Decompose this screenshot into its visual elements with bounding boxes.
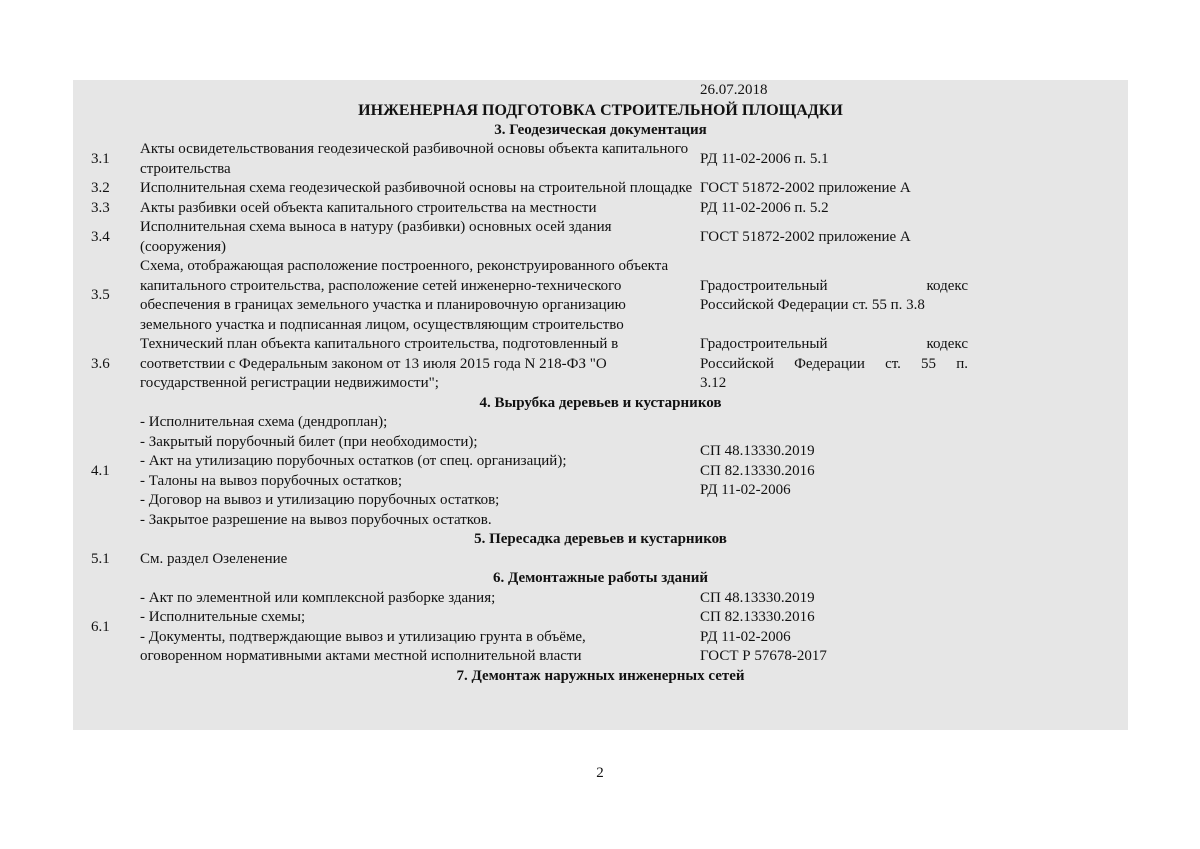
- list-item: оговоренном нормативными актами местной исполнительной власти: [140, 648, 582, 664]
- row-description: [140, 413, 700, 530]
- row-number: 3.3: [91, 199, 110, 216]
- title-row: [73, 101, 1128, 121]
- row-reference: [700, 335, 1128, 394]
- section-heading-7: 7. Демонтаж наружных инженерных сетей: [456, 667, 745, 684]
- row-number: 5.1: [91, 550, 110, 567]
- list-item: - Исполнительные схемы;: [140, 609, 306, 625]
- row-number: 3.4: [91, 228, 110, 245]
- reference-line: ГОСТ Р 57678-2017: [700, 648, 827, 664]
- row-reference: ГОСТ 51872-2002 приложение А: [700, 180, 911, 196]
- document-date: 26.07.2018: [700, 82, 768, 99]
- section-heading-row: [73, 667, 1128, 687]
- document-title: ИНЖЕНЕРНАЯ ПОДГОТОВКА СТРОИТЕЛЬНОЙ ПЛОЩАДКИ: [358, 102, 843, 119]
- section-heading-5: 5. Пересадка деревьев и кустарников: [474, 531, 727, 547]
- list-item: - Акт по элементной или комплексной разборке здания;: [140, 589, 496, 606]
- row-number: 3.2: [91, 180, 110, 196]
- reference-line: Градостроительный кодекс: [700, 277, 968, 294]
- date-row: [73, 81, 1128, 101]
- reference-line: СП 82.13330.2016: [700, 462, 815, 479]
- list-item: - Документы, подтверждающие вывоз и утилизацию грунта в объёме,: [140, 628, 586, 645]
- row-description: [140, 589, 700, 667]
- reference-line: СП 48.13330.2019: [700, 589, 815, 606]
- section-heading-3: 3. Геодезическая документация: [494, 121, 707, 138]
- row-description: См. раздел Озеленение: [140, 550, 288, 567]
- reference-line: РД 11-02-2006: [700, 482, 791, 499]
- document-table: [73, 81, 1128, 686]
- row-reference: ГОСТ 51872-2002 приложение А: [700, 228, 911, 245]
- reference-line: РД 11-02-2006: [700, 628, 791, 645]
- table-row: [73, 550, 1128, 570]
- row-description: Акты освидетельствования геодезической разбивочной основы объекта капитального строительства: [140, 141, 689, 177]
- section-heading-row: [73, 530, 1128, 550]
- row-description: Схема, отображающая расположение построенного, реконструированного объекта капитального строительства, расположение сетей инженерно-технического обеспечения в границах земельного участка и планировочную организацию земельного участка и подписанная лицом, осуществляющим строительство: [140, 258, 669, 333]
- row-description: Технический план объекта капитального строительства, подготовленный в соответствии с Федеральным законом от 13 июля 2015 года N 218-ФЗ "О государственной регистрации недвижимости";: [140, 336, 619, 391]
- row-reference: РД 11-02-2006 п. 5.1: [700, 150, 829, 167]
- list-item: - Акт на утилизацию порубочных остатков (от спец. организаций);: [140, 453, 567, 469]
- row-reference: [700, 550, 1128, 570]
- table-row: [73, 179, 1128, 199]
- row-description: Исполнительная схема выноса в натуру (разбивки) основных осей здания (сооружения): [140, 219, 612, 255]
- section-heading-row: [73, 121, 1128, 141]
- row-number: 3.1: [91, 150, 110, 167]
- table-row: [73, 413, 1128, 530]
- table-row: [73, 218, 1128, 257]
- section-heading-4: 4. Вырубка деревьев и кустарников: [479, 394, 722, 411]
- table-row: [73, 199, 1128, 219]
- section-heading-row: [73, 394, 1128, 414]
- row-reference: [700, 589, 1128, 667]
- reference-line: Российской Федерации ст. 55 п. 3.8: [700, 297, 925, 313]
- list-item: - Договор на вывоз и утилизацию порубочных остатков;: [140, 492, 500, 508]
- reference-line: СП 48.13330.2019: [700, 443, 815, 460]
- table-row: [73, 335, 1128, 394]
- row-description: Акты разбивки осей объекта капитального строительства на местности: [140, 199, 597, 216]
- reference-line: 3.12: [700, 375, 727, 391]
- table-row: [73, 140, 1128, 179]
- row-number: 4.1: [91, 462, 110, 479]
- list-item: - Исполнительная схема (дендроплан);: [140, 414, 388, 430]
- row-reference: [700, 413, 1128, 530]
- list-item: - Закрытый порубочный билет (при необходимости);: [140, 433, 478, 450]
- reference-line: Градостроительный кодекс: [700, 336, 968, 352]
- reference-line: Российской Федерации ст. 55 п.: [700, 355, 968, 372]
- list-item: - Талоны на вывоз порубочных остатков;: [140, 472, 403, 489]
- row-reference: РД 11-02-2006 п. 5.2: [700, 199, 829, 216]
- row-description: Исполнительная схема геодезической разбивочной основы на строительной площадке: [140, 180, 693, 196]
- row-number: 6.1: [91, 618, 110, 635]
- page-number: 2: [596, 765, 604, 781]
- row-number: 3.5: [91, 287, 110, 304]
- section-heading-row: [73, 569, 1128, 589]
- row-reference: [700, 257, 1128, 335]
- reference-line: СП 82.13330.2016: [700, 609, 815, 625]
- section-heading-6: 6. Демонтажные работы зданий: [492, 570, 709, 586]
- row-number: 3.6: [91, 355, 110, 372]
- table-row: [73, 257, 1128, 335]
- table-row: [73, 589, 1128, 667]
- list-item: - Закрытое разрешение на вывоз порубочных остатков.: [140, 511, 492, 528]
